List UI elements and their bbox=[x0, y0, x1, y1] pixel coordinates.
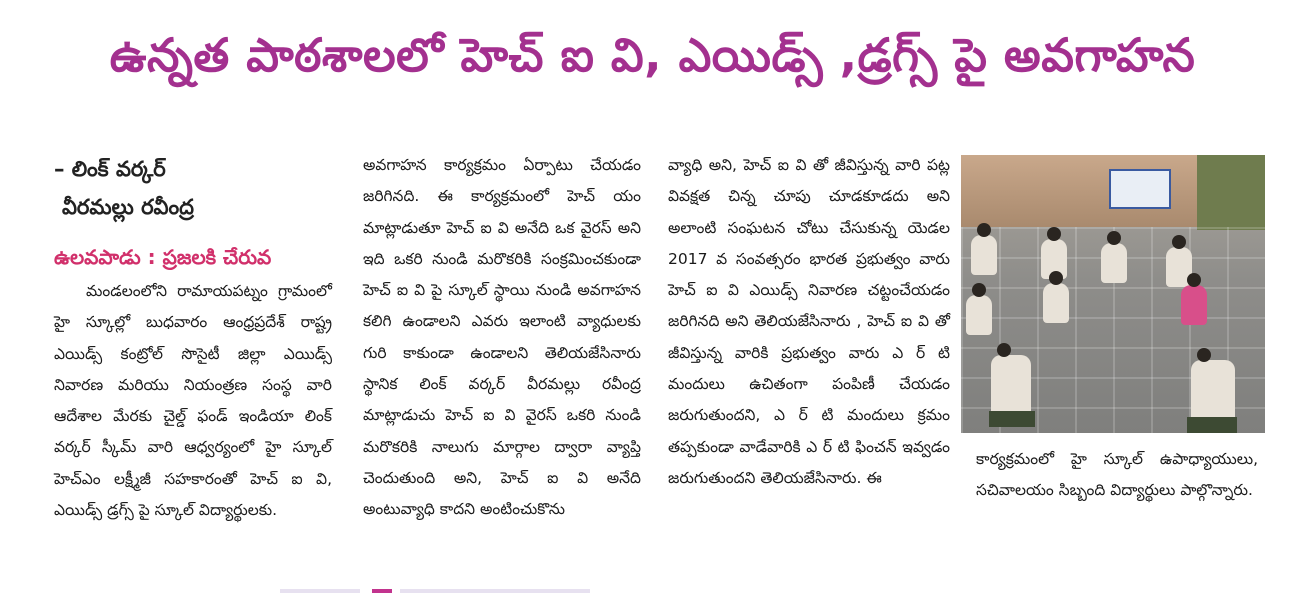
bottom-strip bbox=[0, 583, 1305, 599]
byline-author: వీరమల్లు రవీంద్ర bbox=[62, 195, 194, 219]
article-column-2 bbox=[363, 150, 641, 526]
photo-student bbox=[971, 235, 997, 275]
column-1-text: మండలంలోని రామాయపట్నం గ్రామంలో హై స్కూల్లో బుధవారం ఆంధ్రప్రదేశ్ రాష్ట్ర ఎయిడ్స్ కంట్రోల్ సొసైటీ జిల్లా ఎయిడ్స్ నివారణ మరియు నియంత్రణ సంస్థ వారి ఆదేశాల మేరకు చైల్డ్ ఫండ్ ఇండియా లింక్ వర్కర్ స్కీమ్ వారి ఆధ్వర్యంలో హై స్కూల్ హెచ్ఎం లక్ష్మీజీ సహకారంతో హెచ్ ఐ వి, ఎయిడ్స్ డ్రగ్స్ పై స్కూల్ విద్యార్థులకు. bbox=[54, 282, 332, 520]
bottom-fragment bbox=[400, 589, 590, 593]
photo-student bbox=[1043, 283, 1069, 323]
photo-student-skirt bbox=[1187, 417, 1237, 433]
photo-student-skirt bbox=[989, 411, 1035, 427]
photo-banner bbox=[1109, 169, 1171, 209]
photo-student bbox=[1101, 243, 1127, 283]
column-2-text: అవగాహన కార్యక్రమం ఏర్పాటు చేయడం జరిగినది. ఈ కార్యక్రమంలో హెచ్ యం మాట్లాడుతూ హెచ్ ఐ వి అనేది ఒక వైరస్ అని ఇది ఒకరి నుండి మరొకరికి సంక్రమించకుండా హెచ్ ఐ వి పై స్కూల్ స్థాయి నుండి అవగాహన కలిగి ఉండాలని ఎవరు ఇలాంటి వ్యాధులకు గురి కాకుండా ఉండాలని తెలియజేసినారు స్థానిక లింక్ వర్కర్ వీరమల్లు రవీంద్ర మాట్లాడుచు హెచ్ ఐ వి వైరస్ ఒకరి నుండి మరొకరికి నాలుగు మార్గాల ద్వారా వ్యాప్తి చెందుతుంది అని, హెచ్ ఐ వి అనేది అంటువ్యాధి కాదని అంటించుకొను bbox=[363, 156, 641, 519]
article-headline: ఉన్నత పాఠశాలలో హెచ్ ఐ వి, ఎయిడ్స్ ,డ్రగ్స్ పై అవగాహన bbox=[109, 28, 1196, 82]
bottom-fragment bbox=[280, 589, 360, 593]
column-3-text: వ్యాధి అని, హెచ్ ఐ వి తో జీవిస్తున్న వారి పట్ల వివక్షత చిన్న చూపు చూడకూడదు అని అలాంటి సంఘటన చోటు చేసుకున్న యెడల 2017 వ సంవత్సరం భారత ప్రభుత్వం వారు హెచ్ ఐ వి ఎయిడ్స్ నివారణ చట్టంచేయడం జరిగినది అని తెలియజేసినారు , హెచ్ ఐ వి తో జీవిస్తున్న వారికి ప్రభుత్వం వారు ఎ ర్ టి మందులు ఉచితంగా పంపిణీ చేయడం జరుగుతుందని, ఎ ర్ టి మందులు క్రమం తప్పకుండా వాడేవారికి ఎ ర్ టి ఫించన్ ఇవ్వడం జరుగుతుందని తెలియజేసినారు. ఈ bbox=[668, 156, 950, 487]
photo-student bbox=[1181, 285, 1207, 325]
photo-student bbox=[966, 295, 992, 335]
bottom-fragment bbox=[372, 589, 392, 593]
article-column-3 bbox=[668, 150, 950, 494]
dateline: ఉలవపాడు : ప్రజలకి చేరువ bbox=[54, 245, 272, 269]
photo-student bbox=[991, 355, 1031, 415]
photo-tree bbox=[1197, 155, 1265, 230]
photo-student bbox=[1191, 360, 1235, 422]
byline-role: – లింక్ వర్కర్ bbox=[54, 157, 166, 181]
event-photo bbox=[961, 155, 1265, 433]
photo-caption: కార్యక్రమంలో హై స్కూల్ ఉపాధ్యాయులు, సచివాలయం సిబ్బంది విద్యార్థులు పాల్గొన్నారు. bbox=[976, 450, 1258, 499]
article-column-1 bbox=[54, 150, 332, 526]
